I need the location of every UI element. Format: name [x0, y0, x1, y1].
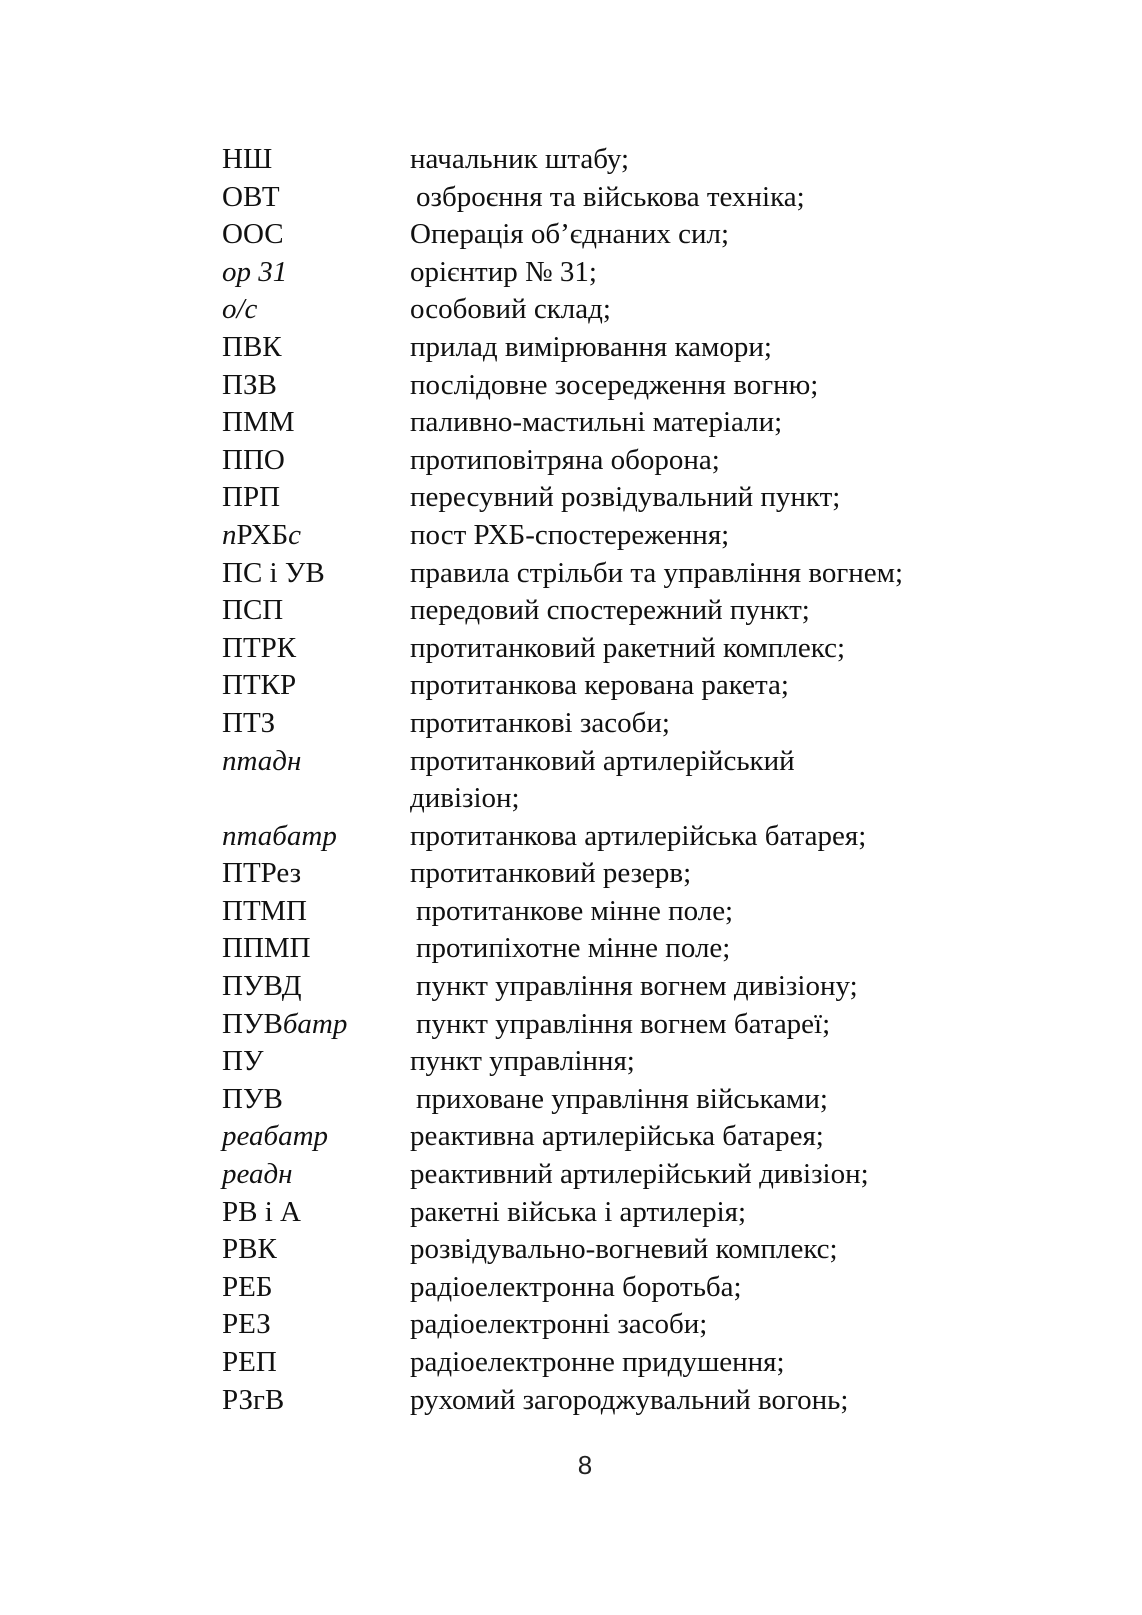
abbreviation-entry: [222, 329, 1002, 367]
abbreviation-term: ПТРК: [222, 631, 297, 664]
abbreviation-term: ПТКР: [222, 669, 297, 702]
abbreviation-entry: [222, 968, 1002, 1006]
abbreviation-term: РЕЗ: [222, 1308, 271, 1341]
abbreviation-definition: озброєння та військова техніка;: [416, 180, 805, 213]
abbreviation-term: РВК: [222, 1233, 277, 1266]
abbreviation-definition: розвідувально-вогневий комплекс;: [410, 1233, 838, 1266]
abbreviation-term: РЕБ: [222, 1270, 273, 1303]
abbreviation-term: ООС: [222, 218, 284, 251]
abbreviation-entry: [222, 1006, 1002, 1044]
definition-line: дивізіон;: [410, 782, 520, 815]
abbreviation-definition: радіоелектронні засоби;: [410, 1308, 708, 1341]
abbreviation-definition: приховане управління військами;: [416, 1082, 828, 1115]
abbreviation-definition: радіоелектронна боротьба;: [410, 1270, 742, 1303]
abbreviation-term: [222, 1006, 347, 1044]
abbreviation-entry: [222, 1194, 1002, 1232]
abbreviation-entry: [222, 1344, 1002, 1382]
abbreviation-term: реабатр: [222, 1120, 329, 1153]
abbreviation-definition: протитанковий резерв;: [410, 857, 692, 890]
abbreviation-term: ПУ: [222, 1045, 264, 1078]
abbreviation-term: ПТЗ: [222, 706, 276, 739]
abbreviation-entry: [222, 555, 1002, 593]
abbreviation-entry: [222, 1156, 1002, 1194]
abbreviation-entry: [222, 479, 1002, 517]
abbreviation-entry: [222, 216, 1002, 254]
abbreviation-term: птабатр: [222, 819, 337, 852]
abbreviation-entry: [222, 705, 1002, 743]
abbreviation-definition: пункт управління вогнем дивізіону;: [416, 970, 858, 1003]
abbreviation-definition: начальник штабу;: [410, 143, 630, 175]
abbreviation-term: ПРП: [222, 481, 281, 514]
abbreviation-entry: [222, 1231, 1002, 1269]
abbreviation-entry: [222, 667, 1002, 705]
abbreviation-definition: ракетні війська і артилерія;: [410, 1195, 747, 1228]
abbreviation-entry: [222, 254, 1002, 292]
abbreviation-term-part: РХБ: [236, 518, 289, 551]
abbreviation-definition: протиповітряна оборона;: [410, 443, 720, 476]
abbreviation-term-part: с: [288, 518, 302, 551]
abbreviation-definition: радіоелектронне придушення;: [410, 1346, 785, 1378]
abbreviation-definition: правила стрільби та управління вогнем;: [410, 556, 904, 589]
abbreviation-definition: протитанкові засоби;: [410, 706, 670, 739]
abbreviation-definition: прилад вимірювання камори;: [410, 330, 772, 363]
abbreviation-term: ППМП: [222, 932, 311, 965]
abbreviation-term: реадн: [222, 1158, 293, 1191]
abbreviation-entry: [222, 1382, 1002, 1420]
abbreviation-entry: [222, 1043, 1002, 1081]
abbreviation-term: ОВТ: [222, 180, 280, 213]
abbreviation-entry: [222, 1269, 1002, 1307]
abbreviation-term: ПУВ: [222, 1082, 283, 1115]
abbreviation-entry: [222, 404, 1002, 442]
abbreviation-entry: [222, 1081, 1002, 1119]
abbreviation-definition: протипіхотне мінне поле;: [416, 932, 731, 965]
abbreviation-definition: реактивна артилерійська батарея;: [410, 1120, 824, 1153]
abbreviation-term: ПСП: [222, 594, 284, 627]
abbreviation-term: ПВК: [222, 330, 282, 363]
abbreviation-entry: [222, 291, 1002, 329]
abbreviation-term: РЗгВ: [222, 1383, 285, 1416]
abbreviation-term: [222, 517, 301, 555]
abbreviation-entry: [222, 367, 1002, 405]
abbreviation-list: [222, 141, 1002, 1419]
abbreviation-entry: [222, 1118, 1002, 1156]
abbreviation-term: РЕП: [222, 1346, 277, 1378]
abbreviation-term: ПУВД: [222, 970, 302, 1003]
abbreviation-term: ПЗВ: [222, 368, 277, 401]
abbreviation-entry: [222, 893, 1002, 931]
abbreviation-definition: протитанкова керована ракета;: [410, 669, 789, 702]
abbreviation-definition: орієнтир № 31;: [410, 255, 597, 288]
abbreviation-term: ППО: [222, 443, 285, 476]
abbreviation-term: птадн: [222, 744, 302, 777]
abbreviation-definition: паливно-мастильні матеріали;: [410, 406, 783, 439]
abbreviation-definition: послідовне зосередження вогню;: [410, 368, 819, 401]
abbreviation-definition: пересувний розвідувальний пункт;: [410, 481, 841, 514]
abbreviation-entry: [222, 179, 1002, 217]
abbreviation-term: о/с: [222, 293, 258, 326]
abbreviation-definition: пункт управління вогнем батареї;: [416, 1007, 831, 1040]
abbreviation-definition: пункт управління;: [410, 1045, 635, 1078]
abbreviation-term-part: батр: [282, 1007, 348, 1040]
abbreviation-definition: особовий склад;: [410, 293, 611, 326]
abbreviation-entry: [222, 1306, 1002, 1344]
abbreviation-definition: протитанкове мінне поле;: [416, 894, 734, 927]
abbreviation-term: ПС і УВ: [222, 556, 325, 589]
abbreviation-definition: [410, 743, 990, 818]
abbreviation-entry: [222, 517, 1002, 555]
abbreviation-entry: [222, 855, 1002, 893]
abbreviation-definition: протитанкова артилерійська батарея;: [410, 819, 867, 852]
abbreviation-entry: [222, 592, 1002, 630]
abbreviation-definition: протитанковий ракетний комплекс;: [410, 631, 846, 664]
abbreviation-term-part: п: [222, 518, 237, 551]
abbreviation-term-part: ПУВ: [222, 1007, 283, 1040]
abbreviation-definition: реактивний артилерійський дивізіон;: [410, 1158, 869, 1191]
abbreviation-entry: [222, 141, 1002, 179]
abbreviation-term: РВ і А: [222, 1195, 301, 1228]
abbreviation-definition: Операція об’єднаних сил;: [410, 218, 730, 251]
page-number: 8: [577, 1450, 593, 1480]
abbreviation-entry: [222, 743, 1002, 818]
abbreviation-definition: передовий спостережний пункт;: [410, 594, 810, 627]
abbreviation-term: ПММ: [222, 406, 295, 439]
abbreviation-definition: рухомий загороджувальний вогонь;: [410, 1383, 849, 1416]
abbreviation-definition: пост РХБ-спостереження;: [410, 518, 730, 551]
abbreviation-entry: [222, 630, 1002, 668]
abbreviation-term: ПТРез: [222, 857, 302, 890]
abbreviation-entry: [222, 818, 1002, 856]
definition-line: протитанковий артилерійський: [410, 744, 795, 777]
abbreviation-term: ПТМП: [222, 894, 308, 927]
abbreviation-term: НШ: [222, 143, 273, 175]
abbreviation-term: ор 31: [222, 255, 288, 288]
abbreviation-entry: [222, 930, 1002, 968]
abbreviation-entry: [222, 442, 1002, 480]
